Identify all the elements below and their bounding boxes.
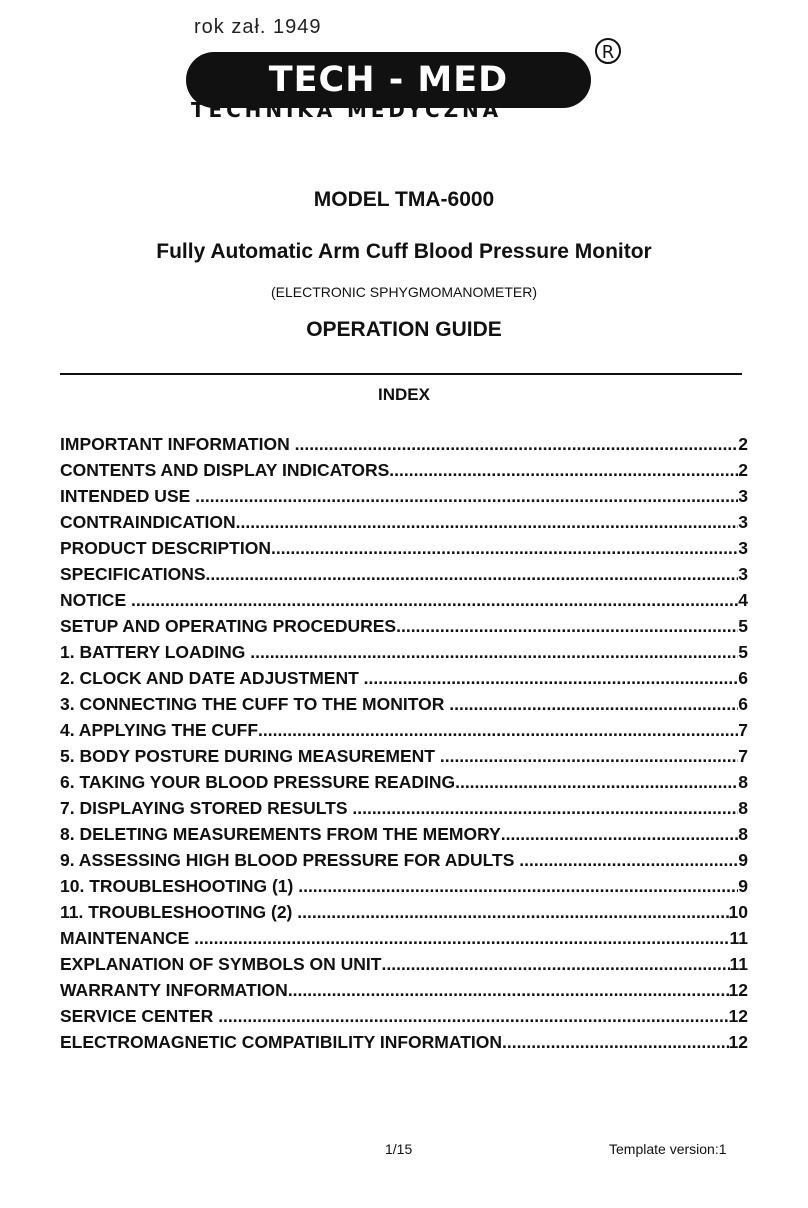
toc-entry[interactable] [60,902,748,928]
toc-leader-dots [295,434,739,455]
toc-entry-page: 7 [738,746,748,766]
toc-entry-page: 3 [738,486,748,506]
toc-entry-title: 1. BATTERY LOADING [60,642,251,662]
toc-entry[interactable] [60,616,748,642]
toc-leader-dots [440,746,738,767]
logo-established: rok zał. 1949 [194,16,322,38]
toc-entry-title: WARRANTY INFORMATION [60,980,288,1000]
toc-leader-dots [271,538,738,559]
toc-entry[interactable] [60,668,748,694]
toc-entry-page: 3 [738,564,748,584]
toc-entry-title: MAINTENANCE [60,928,195,948]
toc-leader-dots [131,590,738,611]
toc-entry-page: 11 [729,928,748,948]
toc-leader-dots [297,902,728,923]
toc-entry-title: CONTENTS AND DISPLAY INDICATORS [60,460,390,480]
toc-entry-title: SERVICE CENTER [60,1006,219,1026]
index-heading: INDEX [378,385,430,404]
toc-entry-title: IMPORTANT INFORMATION [60,434,295,454]
toc-leader-dots [389,460,738,481]
toc-entry-page: 8 [738,772,748,792]
toc-entry-title: 9. ASSESSING HIGH BLOOD PRESSURE FOR ADULTS [60,850,520,870]
toc-entry-title: PRODUCT DESCRIPTION [60,538,271,558]
toc-entry-page: 5 [738,642,748,662]
toc-entry[interactable] [60,1006,748,1032]
toc-entry-title: INTENDED USE [60,486,196,506]
toc-entry-page: 2 [738,460,748,480]
toc-entry[interactable] [60,538,748,564]
toc-leader-dots [236,512,739,533]
toc-entry[interactable] [60,434,748,460]
toc-leader-dots [194,928,729,949]
toc-entry[interactable] [60,590,748,616]
page-number: 1/15 [385,1141,413,1157]
toc-entry[interactable] [60,772,748,798]
toc-entry-page: 9 [738,850,748,870]
toc-entry[interactable] [60,746,748,772]
toc-entry-page: 11 [729,954,748,974]
toc-entry-page: 7 [738,720,748,740]
toc-entry-page: 6 [738,668,748,688]
company-logo [186,14,626,124]
toc-entry-title: 7. DISPLAYING STORED RESULTS [60,798,353,818]
toc-entry-title: SPECIFICATIONS [60,564,206,584]
toc-entry[interactable] [60,850,748,876]
table-of-contents [60,434,748,1058]
template-version: Template version:1 [609,1141,727,1157]
toc-entry-page: 6 [738,694,748,714]
toc-leader-dots [501,824,739,845]
registered-mark-icon: R [595,38,621,64]
toc-leader-dots [206,564,739,585]
toc-entry-page: 8 [738,824,748,844]
toc-entry-title: 5. BODY POSTURE DURING MEASUREMENT [60,746,440,766]
product-subtitle: (ELECTRONIC SPHYGMOMANOMETER) [270,284,537,300]
toc-entry[interactable] [60,954,748,980]
toc-entry-title: NOTICE [60,590,131,610]
toc-leader-dots [298,876,738,897]
toc-leader-dots [250,642,738,663]
toc-entry-title: 6. TAKING YOUR BLOOD PRESSURE READING [60,772,456,792]
toc-entry-title: 8. DELETING MEASUREMENTS FROM THE MEMORY [60,824,501,844]
toc-entry-title: 11. TROUBLESHOOTING (2) [60,902,298,922]
toc-entry-page: 3 [738,512,748,532]
toc-entry-title: ELECTROMAGNETIC COMPATIBILITY INFORMATION [60,1032,503,1052]
toc-entry-page: 9 [738,876,748,896]
toc-entry-page: 2 [738,434,748,454]
toc-entry[interactable] [60,928,748,954]
toc-entry[interactable] [60,486,748,512]
toc-entry-title: 4. APPLYING THE CUFF [60,720,259,740]
toc-entry[interactable] [60,642,748,668]
toc-entry[interactable] [60,824,748,850]
toc-leader-dots [396,616,738,637]
model-title: MODEL TMA-6000 [313,188,495,211]
toc-entry[interactable] [60,798,748,824]
logo-tagline: TECHNIKA MEDYCZNA [191,98,503,122]
toc-entry-page: 3 [738,538,748,558]
toc-leader-dots [352,798,738,819]
guide-title: OPERATION GUIDE [306,318,502,341]
toc-entry-title: 10. TROUBLESHOOTING (1) [60,876,299,896]
toc-entry-page: 4 [738,590,748,610]
toc-entry-title: 2. CLOCK AND DATE ADJUSTMENT [60,668,364,688]
toc-entry-title: CONTRAINDICATION [60,512,236,532]
toc-leader-dots [258,720,738,741]
product-title: Fully Automatic Arm Cuff Blood Pressure Monitor [156,240,652,263]
toc-leader-dots [502,1032,729,1053]
toc-leader-dots [455,772,738,793]
toc-entry[interactable] [60,564,748,590]
toc-entry-title: SETUP AND OPERATING PROCEDURES [60,616,397,636]
divider [60,373,742,375]
toc-leader-dots [288,980,729,1001]
toc-leader-dots [364,668,739,689]
toc-entry-title: EXPLANATION OF SYMBOLS ON UNIT [60,954,382,974]
toc-entry-page: 12 [728,1032,748,1052]
toc-leader-dots [519,850,738,871]
toc-entry-page: 8 [738,798,748,818]
toc-entry-page: 12 [728,980,748,1000]
toc-entry-page: 12 [728,1006,748,1026]
toc-entry[interactable] [60,876,748,902]
toc-entry[interactable] [60,1032,748,1058]
toc-entry[interactable] [60,694,748,720]
logo-name: TECH - MED [268,60,509,100]
toc-leader-dots [382,954,730,975]
toc-leader-dots [218,1006,728,1027]
toc-entry[interactable] [60,720,748,746]
toc-entry[interactable] [60,460,748,486]
toc-leader-dots [449,694,738,715]
toc-entry[interactable] [60,512,748,538]
toc-entry-title: 3. CONNECTING THE CUFF TO THE MONITOR [60,694,450,714]
toc-entry-page: 5 [738,616,748,636]
toc-entry-page: 10 [728,902,748,922]
toc-entry[interactable] [60,980,748,1006]
toc-leader-dots [195,486,738,507]
